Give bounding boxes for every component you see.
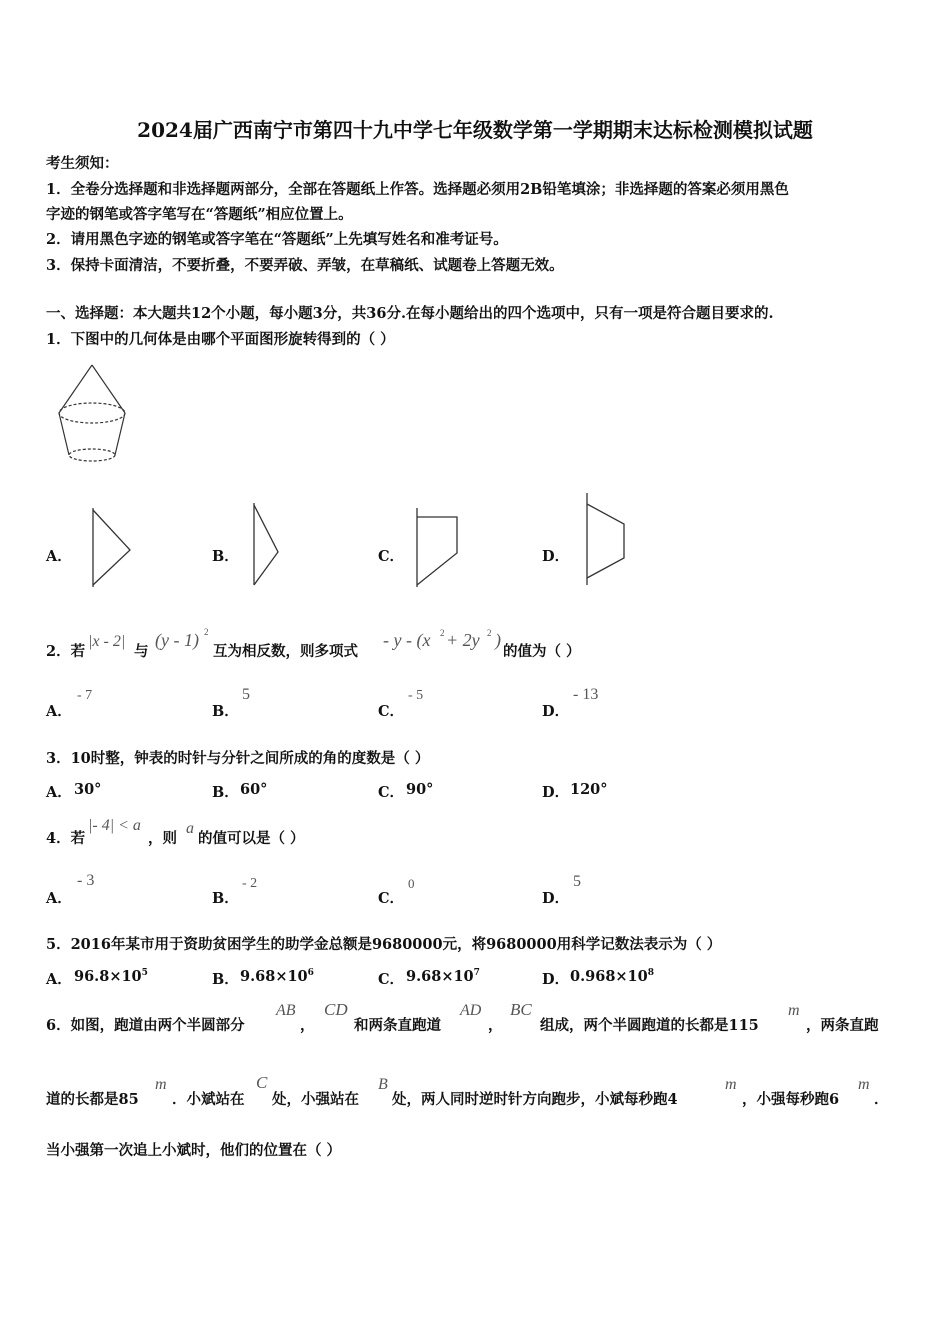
q4-option-b-label: B． [212, 890, 239, 907]
q4-option-c-value: 0 [408, 876, 415, 891]
q3-stem: 3．10时整，钟表的时针与分针之间所成的角的度数是（ ） [46, 750, 430, 767]
q5-option-c-value [406, 968, 480, 985]
q6-line2-b: ．小斌站在 [172, 1091, 245, 1108]
q2-option-c-label: C． [378, 703, 405, 720]
q4-option-d-value: 5 [573, 873, 581, 890]
notice-item-1: 1．全卷分选择题和非选择题两部分，全部在答题纸上作答。选择题必须用2B铅笔填涂；非选择题的答案必须用黑色 [46, 181, 789, 198]
q4-option-d-label: D． [542, 890, 570, 907]
q4-suffix: 的值可以是（ ） [198, 830, 305, 847]
q3-option-c-value: 90° [406, 781, 434, 798]
q2-option-c-value: - 5 [408, 688, 424, 703]
q2-suffix: 的值为（ ） [503, 643, 581, 660]
q4-option-a-label: A． [46, 890, 72, 907]
q6-text-part-2: 和两条直跑道 [354, 1017, 441, 1034]
q2-square-exp: 2 [204, 627, 209, 637]
q6-unit-m-3: m [725, 1076, 737, 1093]
q5-option-a-exponent: 5 [141, 968, 148, 979]
page-title: 2024届广西南宁市第四十九中学七年级数学第一学期期末达标检测模拟试题 [137, 118, 813, 142]
q3-option-d-label: D． [542, 784, 570, 801]
q2-exp-x: 2 [440, 628, 445, 638]
q6-comma-2: ， [488, 1017, 503, 1034]
q3-option-d-value: 120° [570, 781, 608, 798]
q5-option-a-label: A． [46, 971, 72, 988]
q4-option-a-value: - 3 [77, 872, 95, 889]
notice-item-2: 2．请用黑色字迹的钢笔或答字笔在“答题纸”上先填写姓名和准考证号。 [46, 231, 508, 248]
q6-line2-c: 处，小强站在 [272, 1091, 359, 1108]
section-heading: 一、选择题：本大题共12个小题，每小题3分，共36分.在每小题给出的四个选项中，只有一项是符合题目要求的. [46, 305, 774, 322]
q5-stem: 5．2016年某市用于资助贫困学生的助学金总额是9680000元，将9680000用科学记数法表示为（ ） [46, 936, 722, 953]
q1-solid-figure [55, 362, 130, 467]
q6-line2-a: 道的长都是85 [46, 1091, 139, 1108]
q3-option-b-value: 60° [240, 781, 268, 798]
q6-segment-ad: AD [460, 1002, 482, 1019]
q1-stem: 1．下图中的几何体是由哪个平面图形旋转得到的（ ） [46, 331, 395, 348]
q6-unit-m-2: m [155, 1076, 167, 1093]
q1-option-c-label: C． [378, 548, 405, 565]
q1-option-a-label: A． [46, 548, 72, 565]
notice-item-1-cont: 字迹的钢笔或答字笔写在“答题纸”相应位置上。 [46, 206, 353, 223]
q3-option-a-value: 30° [74, 781, 102, 798]
q6-arc-cd: CD [324, 1000, 348, 1019]
q5-option-b-mantissa: 9.68×10 [240, 968, 308, 985]
q5-option-c-exponent: 7 [473, 968, 480, 979]
q1-option-d-figure [582, 490, 632, 590]
notice-item-3: 3．保持卡面清洁，不要折叠，不要弄破、弄皱，在草稿纸、试题卷上答题无效。 [46, 257, 564, 274]
q2-option-a-label: A． [46, 703, 72, 720]
q2-poly-part-c: ) [495, 630, 501, 650]
q5-option-d-exponent: 8 [647, 968, 654, 979]
q5-option-b-value [240, 968, 314, 985]
q6-unit-m-4: m [858, 1076, 870, 1093]
q5-option-a-mantissa: 96.8×10 [74, 968, 142, 985]
q3-option-b-label: B． [212, 784, 239, 801]
q2-square-base: (y - 1) [155, 630, 199, 650]
q6-line2-e: ，小强每秒跑6 [742, 1091, 840, 1108]
q1-option-b-label: B． [212, 548, 239, 565]
q5-option-c-label: C． [378, 971, 405, 988]
q3-option-a-label: A． [46, 784, 72, 801]
q5-option-a-value [74, 968, 148, 985]
q2-abs-expression: |x - 2| [88, 633, 126, 650]
q2-option-b-label: B． [212, 703, 239, 720]
q6-line2-d: 处，两人同时逆时针方向跑步，小斌每秒跑4 [392, 1091, 678, 1108]
q1-option-a-figure [90, 505, 140, 590]
q2-option-a-value: - 7 [77, 688, 93, 703]
q6-line3: 当小强第一次追上小斌时，他们的位置在（ ） [46, 1142, 342, 1159]
q6-text-part-4: ，两条直跑 [806, 1017, 879, 1034]
q1-option-c-figure [412, 505, 462, 590]
q5-option-d-label: D． [542, 971, 570, 988]
q6-text-part-1: 6．如图，跑道由两个半圆部分 [46, 1017, 245, 1034]
q2-join: 与 [134, 643, 149, 660]
q1-option-d-label: D． [542, 548, 570, 565]
q6-comma-1: ， [300, 1017, 315, 1034]
q6-point-c: C [256, 1073, 268, 1092]
q2-mid-text: 互为相反数，则多项式 [213, 643, 358, 660]
q2-option-d-value: - 13 [573, 686, 599, 703]
q1-option-b-figure [250, 500, 285, 590]
q4-option-b-value: - 2 [242, 876, 258, 891]
q2-option-d-label: D． [542, 703, 570, 720]
q6-point-b: B [378, 1076, 388, 1093]
q4-mid: ，则 [148, 830, 177, 847]
notice-heading: 考生须知： [46, 155, 119, 172]
q4-option-c-label: C． [378, 890, 405, 907]
q2-exp-y: 2 [487, 628, 492, 638]
q5-option-d-mantissa: 0.968×10 [570, 968, 648, 985]
q6-segment-bc: BC [510, 1000, 532, 1019]
q3-option-c-label: C． [378, 784, 405, 801]
q6-text-part-3: 组成，两个半圆跑道的长都是115 [540, 1017, 759, 1034]
q6-unit-m-1: m [788, 1002, 800, 1019]
q6-line2-f: ． [874, 1091, 889, 1108]
q2-poly-part-a: - y - (x [383, 630, 431, 650]
q2-poly-part-b: + 2y [446, 630, 480, 650]
q4-prefix: 4．若 [46, 830, 86, 847]
q2-prefix: 2．若 [46, 643, 86, 660]
q5-option-d-value [570, 968, 654, 985]
q4-variable: a [186, 820, 194, 837]
q5-option-c-mantissa: 9.68×10 [406, 968, 474, 985]
q5-option-b-exponent: 6 [307, 968, 314, 979]
q4-condition: |- 4| < a [88, 817, 141, 834]
q6-arc-ab: AB [276, 1002, 296, 1019]
q5-option-b-label: B． [212, 971, 239, 988]
q2-option-b-value: 5 [242, 686, 250, 703]
